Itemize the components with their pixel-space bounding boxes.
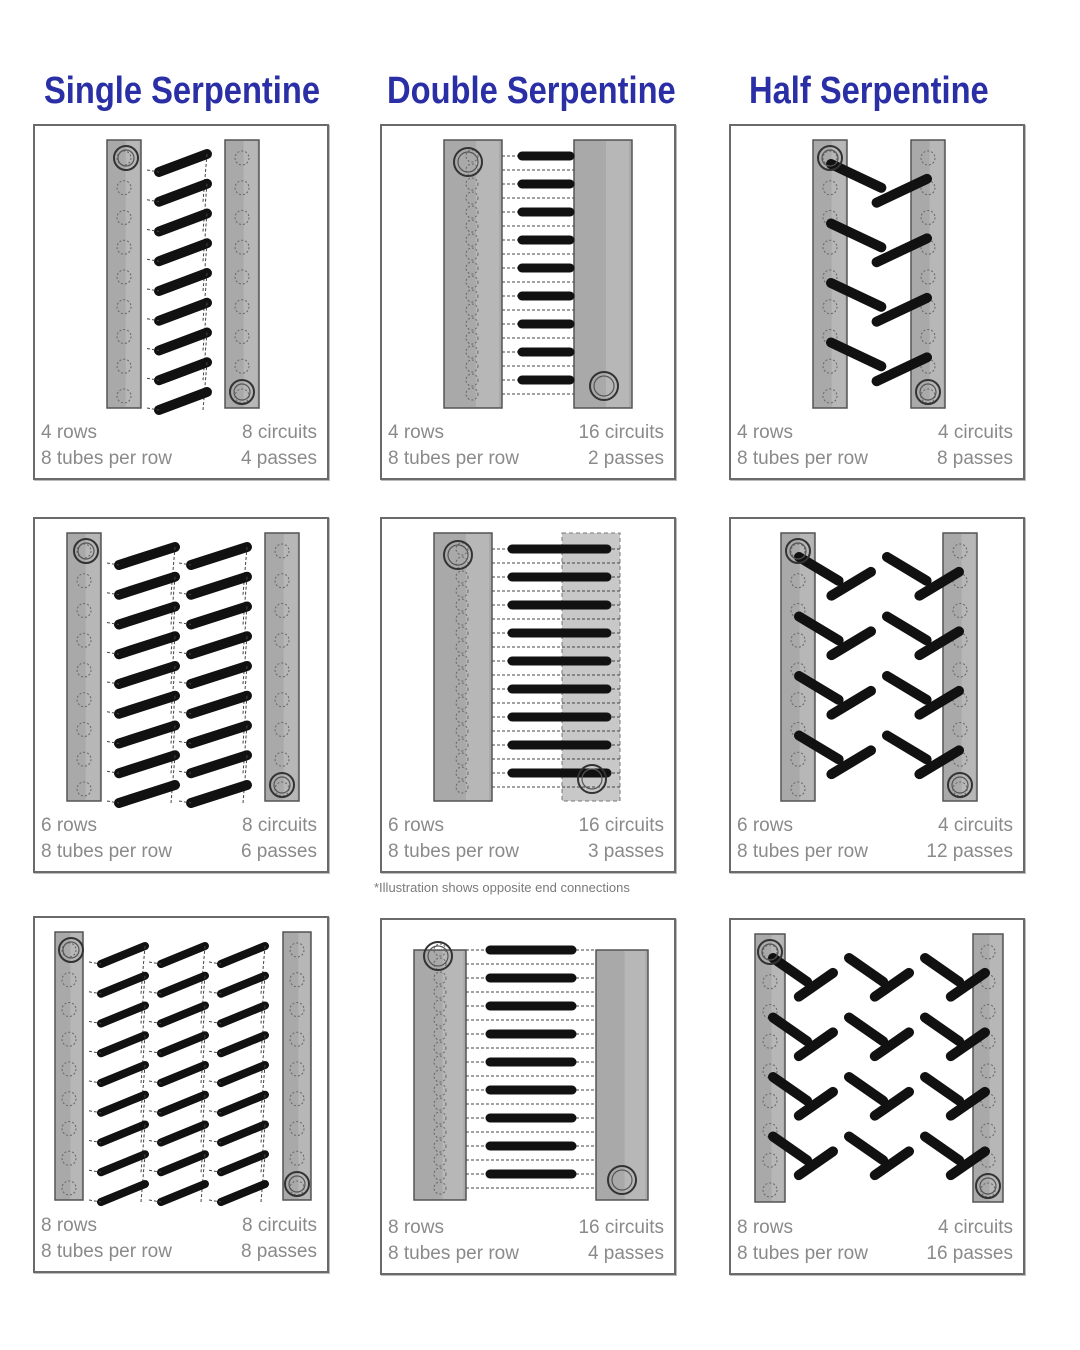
- coil-panel: [33, 916, 329, 1273]
- coil-circuit-diagram: [731, 519, 1027, 815]
- passes-label: 3 passes: [587, 841, 664, 862]
- rows-label: 8 rows: [737, 1217, 793, 1238]
- tube: [119, 636, 175, 654]
- tube: [101, 1184, 145, 1202]
- tubes-per-row-label: 8 tubes per row: [737, 1243, 868, 1264]
- coil-panel: [380, 124, 676, 480]
- tubes-per-row-label: 8 tubes per row: [737, 448, 868, 469]
- tubes-per-row-label: 8 tubes per row: [41, 841, 172, 862]
- tube: [191, 636, 247, 654]
- tube: [161, 1095, 205, 1113]
- tubes-per-row-label: 8 tubes per row: [388, 1243, 519, 1264]
- tube: [159, 303, 207, 321]
- tube: [221, 1184, 265, 1202]
- rows-label: 6 rows: [737, 815, 793, 836]
- coil-circuit-diagram: [35, 519, 331, 815]
- tube: [161, 946, 205, 964]
- tubes-per-row-label: 8 tubes per row: [737, 841, 868, 862]
- tube: [221, 1065, 265, 1083]
- passes-label: 12 passes: [926, 841, 1013, 862]
- tube: [119, 696, 175, 714]
- tube: [191, 726, 247, 744]
- tube: [119, 577, 175, 595]
- circuits-label: 8 circuits: [242, 1215, 317, 1236]
- coil-panel: [729, 517, 1025, 873]
- tube: [191, 607, 247, 625]
- coil-circuit-diagram: [35, 126, 331, 422]
- tube: [887, 617, 927, 641]
- tubes-per-row-label: 8 tubes per row: [388, 448, 519, 469]
- tube: [849, 958, 883, 982]
- tube: [161, 1154, 205, 1172]
- tubes-per-row-label: 8 tubes per row: [388, 841, 519, 862]
- circuits-label: 4 circuits: [938, 815, 1013, 836]
- tube: [849, 1018, 883, 1042]
- tube: [159, 154, 207, 172]
- passes-label: 6 passes: [240, 841, 317, 862]
- tube: [925, 1077, 959, 1101]
- rows-label: 4 rows: [41, 422, 97, 443]
- circuits-label: 8 circuits: [242, 422, 317, 443]
- tube: [925, 1018, 959, 1042]
- tube: [159, 392, 207, 410]
- circuits-label: 8 circuits: [242, 815, 317, 836]
- passes-label: 4 passes: [240, 448, 317, 469]
- tube: [119, 785, 175, 803]
- tube: [101, 1154, 145, 1172]
- passes-label: 4 passes: [587, 1243, 664, 1264]
- tube: [161, 1125, 205, 1143]
- tube: [221, 1035, 265, 1053]
- coil-circuit-diagram: [35, 918, 331, 1214]
- tube: [221, 1006, 265, 1024]
- tube: [159, 214, 207, 232]
- tube: [161, 1035, 205, 1053]
- tube: [101, 976, 145, 994]
- tube: [119, 607, 175, 625]
- tube: [925, 1137, 959, 1161]
- tube: [161, 1006, 205, 1024]
- tube: [101, 1035, 145, 1053]
- tube: [221, 976, 265, 994]
- tubes-per-row-label: 8 tubes per row: [41, 1241, 172, 1262]
- column-title-half-serpentine: Half Serpentine: [749, 70, 989, 112]
- tube: [191, 755, 247, 773]
- tube: [161, 1184, 205, 1202]
- tube: [119, 726, 175, 744]
- tube: [191, 666, 247, 684]
- rows-label: 4 rows: [388, 422, 444, 443]
- tube: [221, 946, 265, 964]
- tubes-per-row-label: 8 tubes per row: [41, 448, 172, 469]
- rows-label: 6 rows: [41, 815, 97, 836]
- tube: [159, 273, 207, 291]
- passes-label: 2 passes: [587, 448, 664, 469]
- tube: [887, 557, 927, 581]
- tube: [101, 1065, 145, 1083]
- tube: [159, 243, 207, 261]
- tube: [159, 362, 207, 380]
- tube: [119, 755, 175, 773]
- tube: [101, 1125, 145, 1143]
- tube: [849, 1077, 883, 1101]
- tube: [101, 1006, 145, 1024]
- passes-label: 8 passes: [240, 1241, 317, 1262]
- coil-circuit-diagram: [382, 126, 678, 422]
- coil-panel: [380, 517, 676, 873]
- passes-label: 8 passes: [936, 448, 1013, 469]
- tube: [925, 958, 959, 982]
- coil-panel: [380, 918, 676, 1275]
- tube: [119, 666, 175, 684]
- tube: [159, 184, 207, 202]
- coil-circuit-diagram: [731, 126, 1027, 422]
- tube: [161, 976, 205, 994]
- tube: [221, 1154, 265, 1172]
- rows-label: 8 rows: [41, 1215, 97, 1236]
- column-title-double-serpentine: Double Serpentine: [387, 70, 676, 112]
- coil-circuit-diagram: [731, 920, 1027, 1216]
- tube: [191, 696, 247, 714]
- coil-panel: [33, 517, 329, 873]
- tube: [221, 1095, 265, 1113]
- coil-panel: [729, 124, 1025, 480]
- tube: [161, 1065, 205, 1083]
- tube: [887, 676, 927, 700]
- footnote: *Illustration shows opposite end connections: [374, 880, 630, 895]
- coil-circuit-diagram: [382, 519, 678, 815]
- circuits-label: 4 circuits: [938, 1217, 1013, 1238]
- tube: [191, 577, 247, 595]
- coil-panel: [729, 918, 1025, 1275]
- tube: [849, 1137, 883, 1161]
- tube: [887, 736, 927, 760]
- circuits-label: 16 circuits: [578, 1217, 664, 1238]
- tube: [101, 946, 145, 964]
- circuits-label: 16 circuits: [578, 815, 664, 836]
- rows-label: 8 rows: [388, 1217, 444, 1238]
- tube: [191, 547, 247, 565]
- rows-label: 6 rows: [388, 815, 444, 836]
- circuits-label: 16 circuits: [578, 422, 664, 443]
- tube: [119, 547, 175, 565]
- passes-label: 16 passes: [926, 1243, 1013, 1264]
- circuits-label: 4 circuits: [938, 422, 1013, 443]
- coil-circuit-diagram: [382, 920, 678, 1216]
- tube: [221, 1125, 265, 1143]
- column-title-single-serpentine: Single Serpentine: [44, 70, 321, 112]
- coil-panel: [33, 124, 329, 480]
- tube: [159, 333, 207, 351]
- rows-label: 4 rows: [737, 422, 793, 443]
- tube: [101, 1095, 145, 1113]
- tube: [191, 785, 247, 803]
